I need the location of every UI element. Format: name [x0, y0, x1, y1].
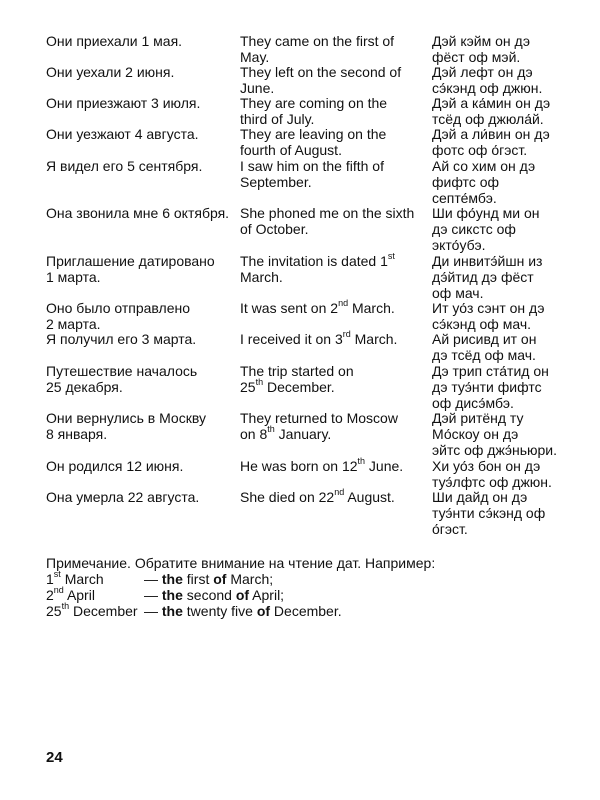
- transcription: Ай рисивд ит он дэ тсёд оф мач.: [432, 331, 537, 363]
- example-date: [46, 587, 144, 603]
- date-example: [46, 587, 566, 603]
- transcription: Ши фо́унд ми он дэ сикстс оф экто́убэ.: [432, 205, 540, 253]
- english-phrase: [240, 489, 425, 505]
- english-text: March.: [350, 331, 398, 347]
- russian-phrase: Оно было отправлено 2 марта.: [46, 300, 191, 332]
- transcription: Ит уо́з сэнт он дэ сэ́кэнд оф мач.: [432, 300, 545, 332]
- ordinal-suffix: rd: [342, 329, 351, 340]
- english-line: [240, 458, 425, 474]
- english-line: [240, 363, 425, 379]
- russian-phrase: Я видел его 5 сентября.: [46, 158, 203, 174]
- transcription: Дэй а ли́вин он дэ фотс оф о́гэст.: [432, 126, 550, 158]
- english-phrase: [240, 126, 425, 158]
- english-text: He was born on 12: [240, 458, 358, 474]
- transcription: Дэй лефт он дэ сэ́кэнд оф джюн.: [432, 64, 543, 96]
- dash: —: [144, 603, 158, 619]
- ordinal-suffix: nd: [338, 298, 349, 309]
- ordinal-word: first: [186, 571, 210, 587]
- ordinal-suffix: th: [267, 424, 275, 435]
- transcription: Дэй а ка́мин он дэ тсёд оф джюла́й.: [432, 95, 551, 127]
- dash: —: [144, 571, 158, 587]
- english-text: The trip started on: [240, 363, 354, 379]
- english-line: [240, 205, 425, 221]
- english-line: [240, 49, 425, 65]
- ordinal-suffix: nd: [334, 487, 345, 498]
- english-phrase: [240, 253, 425, 285]
- english-line: [240, 33, 425, 49]
- english-text: March.: [348, 300, 395, 316]
- english-text: I saw him on the fifth of: [240, 158, 384, 174]
- english-text: of October.: [240, 221, 309, 237]
- ordinal-suffix: st: [387, 251, 395, 262]
- ordinal-suffix: nd: [53, 585, 64, 596]
- english-text: fourth of August.: [240, 142, 342, 158]
- date-number: 25: [46, 603, 62, 619]
- english-line: [240, 379, 425, 395]
- transcription: Дэ трип ста́тид он дэ туэ́нти фифтс оф дисэ́мбэ.: [432, 363, 549, 411]
- english-line: [240, 64, 425, 80]
- english-text: The invitation is dated 1: [240, 253, 388, 269]
- english-text: May.: [240, 49, 270, 65]
- english-line: [240, 426, 425, 442]
- article: the: [161, 587, 183, 603]
- russian-phrase: Я получил его 3 марта.: [46, 331, 197, 347]
- english-text: 25: [240, 379, 256, 395]
- transcription: Дэй ритёнд ту Мо́скоу он дэ эйтс оф джэ́ньюри.: [432, 410, 558, 458]
- transcription: Ай со хим он дэ фифтс оф септе́мбэ.: [432, 158, 536, 206]
- ordinal-word: twenty five: [186, 603, 253, 619]
- ordinal-suffix: th: [357, 456, 366, 467]
- english-text: They are coming on the: [240, 95, 388, 111]
- preposition: of: [213, 571, 227, 587]
- english-text: She phoned me on the sixth: [240, 205, 415, 221]
- ordinal-suffix: st: [53, 569, 61, 580]
- english-text: They left on the second of: [240, 64, 402, 80]
- english-phrase: [240, 205, 425, 237]
- english-line: [240, 111, 425, 127]
- english-phrase: [240, 363, 425, 395]
- month-name: March: [64, 571, 104, 587]
- preposition: of: [235, 587, 250, 603]
- english-phrase: [240, 158, 425, 190]
- english-line: [240, 95, 425, 111]
- russian-phrase: Они уехали 2 июня.: [46, 64, 175, 80]
- preposition: of: [256, 603, 271, 619]
- english-phrase: [240, 64, 425, 96]
- date-number: 1: [46, 571, 54, 587]
- note-block: [46, 555, 566, 619]
- month-tail: December.: [273, 603, 342, 619]
- english-text: I received it on 3: [240, 331, 343, 347]
- english-text: They came on the first of: [240, 33, 395, 49]
- english-phrase: [240, 331, 425, 347]
- english-line: [240, 331, 425, 347]
- english-line: [240, 158, 425, 174]
- dash: —: [144, 587, 158, 603]
- english-phrase: [240, 458, 425, 474]
- transcription: Дэй кэйм он дэ фёст оф мэй.: [432, 33, 530, 65]
- english-text: March.: [240, 269, 283, 285]
- ordinal-word: second: [186, 587, 232, 603]
- english-line: [240, 253, 425, 269]
- english-text: January.: [274, 426, 332, 442]
- ordinal-suffix: th: [255, 377, 264, 388]
- russian-phrase: Она умерла 22 августа.: [46, 489, 200, 505]
- russian-phrase: Приглашение датировано 1 марта.: [46, 253, 215, 285]
- article: the: [161, 603, 183, 619]
- english-line: [240, 126, 425, 142]
- english-text: She died on 22: [240, 489, 335, 505]
- date-example: [46, 603, 566, 619]
- english-line: [240, 221, 425, 237]
- russian-phrase: Они вернулись в Москву 8 января.: [46, 410, 206, 442]
- article: the: [161, 571, 183, 587]
- month-tail: April;: [252, 587, 285, 603]
- english-line: [240, 300, 425, 316]
- english-text: June.: [240, 80, 275, 96]
- english-phrase: [240, 95, 425, 127]
- english-text: They are leaving on the: [240, 126, 387, 142]
- english-text: September.: [240, 174, 312, 190]
- russian-phrase: Она звонила мне 6 октября.: [46, 205, 230, 221]
- month-tail: March;: [230, 571, 274, 587]
- russian-phrase: Он родился 12 июня.: [46, 458, 184, 474]
- english-text: third of July.: [240, 111, 315, 127]
- english-phrase: [240, 33, 425, 65]
- english-phrase: [240, 300, 425, 316]
- date-example: [46, 571, 566, 587]
- english-text: December.: [263, 379, 335, 395]
- english-text: on 8: [240, 426, 268, 442]
- ordinal-suffix: th: [61, 601, 70, 612]
- english-text: August.: [344, 489, 395, 505]
- russian-phrase: Они приехали 1 мая.: [46, 33, 183, 49]
- english-line: [240, 80, 425, 96]
- note-title: Примечание. Обратите внимание на чтение дат. Например:: [46, 555, 436, 571]
- english-text: It was sent on 2: [240, 300, 339, 316]
- english-line: [240, 174, 425, 190]
- month-name: December: [72, 603, 138, 619]
- note-examples: [46, 571, 566, 619]
- transcription: Ди инвитэ́йшн из дэ́йтид дэ фёст оф мач.: [432, 253, 543, 301]
- english-line: [240, 489, 425, 505]
- english-line: [240, 142, 425, 158]
- english-line: [240, 269, 425, 285]
- page-number: 24: [46, 749, 63, 766]
- transcription: Ши дайд он дэ туэ́нти сэ́кэнд оф о́гэст.: [432, 489, 546, 537]
- transcription: Хи уо́з бон он дэ туэ́лфтс оф джюн.: [432, 458, 552, 490]
- english-phrase: [240, 410, 425, 442]
- month-name: April: [66, 587, 95, 603]
- russian-phrase: Они уезжают 4 августа.: [46, 126, 199, 142]
- russian-phrase: Путешествие началось 25 декабря.: [46, 363, 198, 395]
- russian-phrase: Они приезжают 3 июля.: [46, 95, 201, 111]
- date-number: 2: [46, 587, 54, 603]
- example-date: [46, 603, 144, 619]
- english-text: They returned to Moscow: [240, 410, 398, 426]
- english-text: June.: [365, 458, 404, 474]
